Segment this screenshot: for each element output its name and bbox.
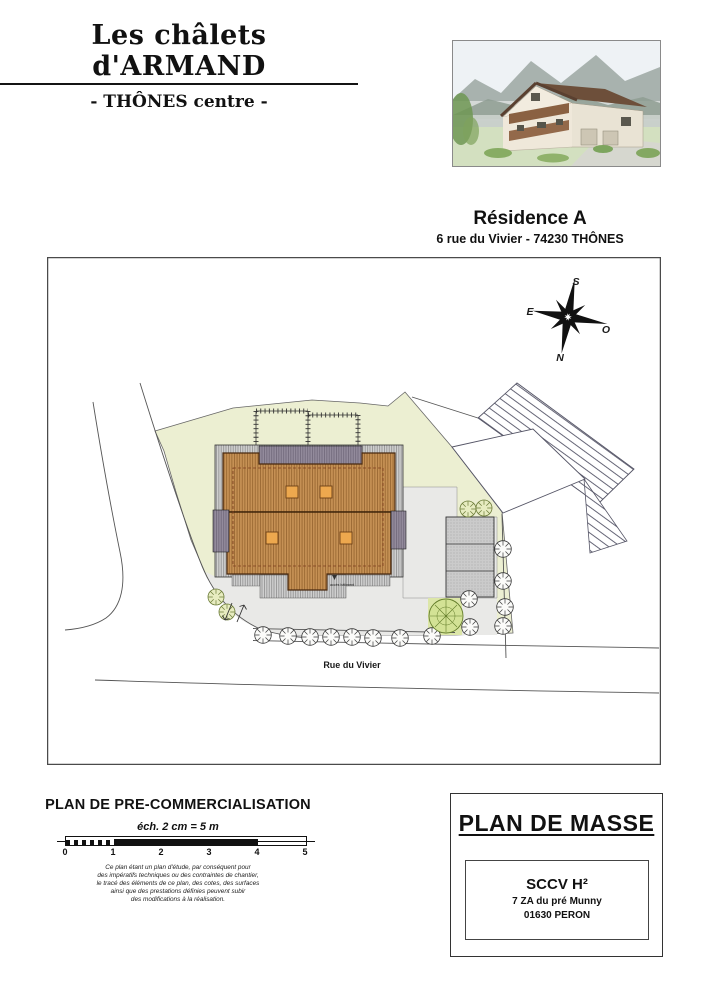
skylight (340, 532, 352, 544)
residence-name: Résidence A (473, 208, 587, 229)
parking-block (446, 517, 494, 597)
building (213, 445, 406, 598)
scale-bar (65, 836, 307, 846)
scale-bar-checkered-segment (66, 840, 114, 845)
skylight (286, 486, 298, 498)
project-title: Les châlets d'ARMAND (0, 20, 358, 85)
scale-tick-labels (62, 847, 308, 857)
scale-caption: éch. 2 cm = 5 m (137, 821, 219, 833)
scale-bar-black-segment (114, 839, 258, 845)
project-subtitle: - THÔNES centre - (90, 92, 268, 112)
plan-de-masse-title: PLAN DE MASSE (458, 810, 655, 836)
plan-type-title: PLAN DE PRE-COMMERCIALISATION (45, 797, 311, 813)
big-tree (429, 599, 463, 633)
scale-tick: 3 (206, 847, 212, 857)
developer-box (465, 860, 649, 940)
disclaimer-line: le tracé des éléments de ce plan, des cotes, des surfaces (96, 879, 260, 887)
developer-address-line1: 7 ZA du pré Munny (512, 896, 602, 907)
compass-north-label: N (556, 352, 564, 364)
scale-tick: 0 (62, 847, 68, 857)
compass-south-label: S (572, 276, 580, 288)
scale-tick: 4 (254, 847, 260, 857)
developer-address-line2: 01630 PERON (523, 910, 591, 921)
developer-name: SCCV H² (526, 876, 588, 893)
scale-tick: 1 (110, 847, 116, 857)
skylight (320, 486, 332, 498)
scale-tick: 5 (302, 847, 308, 857)
access-label: accès bâtiment (330, 583, 355, 587)
header (0, 20, 358, 112)
disclaimer-line: des modifications à la réalisation. (130, 895, 226, 903)
scale-tick: 2 (158, 847, 164, 857)
balcony-left (213, 510, 229, 552)
compass-east-label: E (526, 306, 534, 318)
disclaimer-line: des impératifs techniques ou des contraintes de chantier, (97, 871, 259, 879)
chalet-photo-drawing (453, 41, 660, 166)
residence-heading (398, 208, 662, 246)
chalet-photo (452, 40, 661, 167)
compass-west-label: O (601, 324, 611, 336)
disclaimer-line: ainsi que des prestations définies peuvent subir (110, 887, 246, 895)
scale-section (40, 795, 316, 915)
site-plan (47, 257, 661, 765)
disclaimer-line: Ce plan étant un plan d'étude, par conséquent pour (105, 864, 251, 871)
street-label: Rue du Vivier (323, 660, 381, 670)
balcony-right (391, 511, 406, 549)
skylight (266, 532, 278, 544)
title-block (450, 793, 663, 957)
residence-address: 6 rue du Vivier - 74230 THÔNES (436, 232, 624, 246)
roof-top-recess (259, 446, 362, 464)
disclaimer (40, 864, 316, 904)
